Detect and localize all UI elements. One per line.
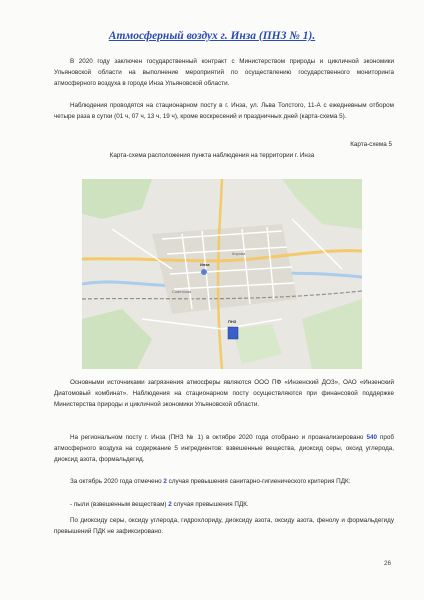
map-label-street-2: Советская: [172, 289, 192, 294]
paragraph-samples: [54, 432, 394, 465]
paragraph-observations-text: Наблюдения проводятся на стационарном посту в г. Инза, ул. Льва Толстого, 11-А с ежедневным отбором четыре раза в сутки (01 ч, 07 ч, 13 ч, 19 ч), кроме воскресений и праздничных дней (карта-схема 5).: [54, 102, 394, 120]
map-number-caption: Карта-схема 5: [350, 141, 392, 148]
paragraph-samples-text-a: На региональном посту г. Инза (ПНЗ № 1) в октябре 2020 года отобрано и проанализировано: [70, 434, 367, 441]
paragraph-observations: [54, 100, 394, 122]
paragraph-exceedances: [54, 476, 394, 487]
map-label-city: Инза: [200, 262, 210, 267]
map-label-street-1: Кирова: [232, 251, 246, 256]
page-number: 26: [384, 560, 392, 567]
paragraph-contract: [54, 56, 394, 89]
list-item-dust: [54, 499, 394, 510]
paragraph-exceedances-text-b: случая превышения санитарно-гигиенического критерия ПДК:: [166, 478, 351, 485]
paragraph-contract-text: В 2020 году заключен государственный контракт с Министерством природы и цикличной экономики Ульяновской области на выполнение мероприятий по осуществлению государственного мониторинга атмосферного воздуха в городе Инза Ульяновской области.: [54, 58, 394, 87]
paragraph-no-exceedances: [54, 515, 394, 537]
map-caption: Карта-схема расположения пункта наблюдения на территории г. Инза: [109, 152, 315, 159]
map-label-post: ПНЗ: [228, 319, 237, 324]
exceedances-count: 2: [163, 478, 167, 485]
paragraph-sources: [54, 377, 394, 410]
paragraph-samples-text-b: проб атмосферного воздуха на содержание 5 ингредиентов: взвешенные вещества, диоксид серы, оксид углерода, диоксид азота, формальдегид.: [54, 434, 394, 463]
list-item-dust-text-b: случая превышения ПДК.: [171, 501, 249, 508]
map-image: [82, 179, 362, 369]
page-title: Атмосферный воздух г. Инза (ПНЗ № 1).: [108, 30, 316, 42]
list-item-dust-text-a: - пыли (взвешенным веществам): [70, 501, 169, 508]
dust-exceedances-count: 2: [168, 501, 172, 508]
paragraph-exceedances-text-a: За октябрь 2020 года отмечено: [70, 478, 164, 485]
paragraph-no-exceedances-text: По диоксиду серы, оксиду углерода, гидрохлориду, диоксиду азота, оксиду азота, фенолу и формальдегиду превышений ПДК не зафиксировано.: [54, 517, 394, 535]
map-graphic: [82, 179, 362, 369]
paragraph-sources-text: Основными источниками загрязнения атмосферы являются ООО ПФ «Инзенский ДОЗ», ОАО «Инзенский Диатомовый комбинат». Наблюдения на стационарном посту осуществляются при финансовой поддержке Министерства природы и цикличной экономики Ульяновской области.: [54, 379, 394, 408]
samples-count: 540: [366, 434, 377, 441]
